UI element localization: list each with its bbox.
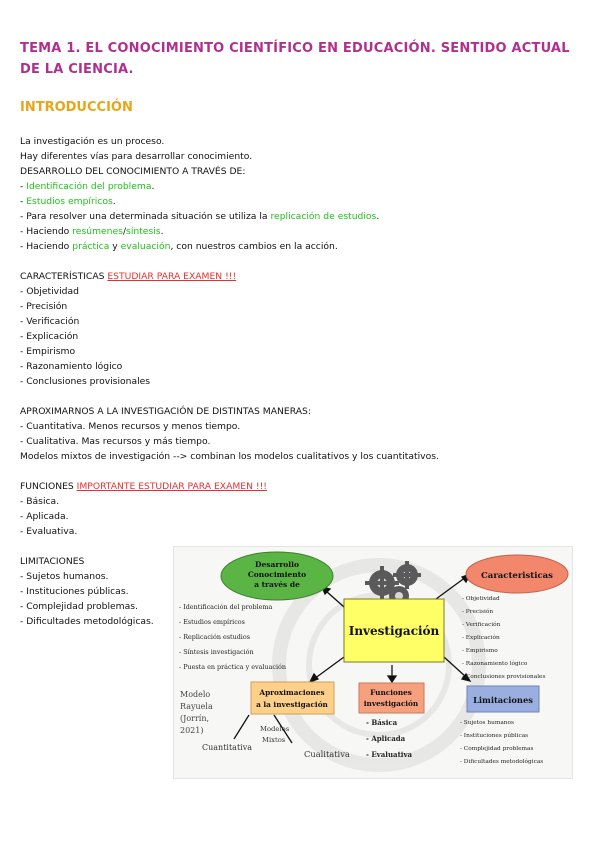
item-prefix: - Haciendo — [20, 226, 73, 237]
funciones-item: - Aplicada — [366, 734, 406, 743]
list-item: - Cualitativa. Mas recursos y más tiempo. — [20, 436, 211, 447]
item-suffix: , con nuestros cambios en la acción. — [170, 241, 338, 252]
list-item: - Instituciones públicas. — [20, 586, 129, 597]
funciones-section — [20, 479, 267, 539]
highlight-green: práctica — [72, 241, 110, 252]
list-item: - Razonamiento lógico — [20, 361, 123, 372]
highlight-green: replicación de estudios — [270, 211, 377, 222]
highlight-green: resúmenes — [72, 226, 123, 237]
exam-note: IMPORTANTE ESTUDIAR PARA EXAMEN !!! — [76, 481, 267, 492]
desarrollo-title: a través de — [254, 580, 300, 589]
funciones-item: - Básica — [366, 718, 398, 727]
diagram-svg — [174, 547, 573, 779]
limitaciones-item: - Sujetos humanos — [460, 720, 514, 726]
intro-item — [20, 179, 379, 194]
aproximarnos-section — [20, 404, 439, 464]
item-separator: / — [122, 226, 127, 237]
item-suffix: . — [112, 196, 116, 207]
rayuela-line: 2021) — [180, 726, 204, 735]
caracteristicas-item: - Conclusiones provisionales — [462, 674, 546, 680]
list-item: - Evaluativa. — [20, 526, 78, 537]
caracteristicas-title: Caracteristicas — [481, 571, 553, 581]
list-item: - Empirismo — [20, 346, 76, 357]
mixtos-line: Modelos mixtos de investigación --> combinan los modelos cualitativos y los cuantitativos. — [20, 451, 439, 462]
item-prefix: - — [20, 196, 27, 207]
caracteristicas-heading — [20, 269, 236, 284]
desarrollo-title: Desarrollo — [255, 560, 299, 569]
caracteristicas-item: - Verificación — [462, 622, 501, 628]
list-item: - Complejidad problemas. — [20, 601, 138, 612]
item-suffix: . — [160, 226, 164, 237]
modelo-rayuela-label — [180, 690, 213, 735]
intro-line: Hay diferentes vías para desarrollar conocimiento. — [20, 151, 253, 162]
intro-heading: INTRODUCCIÓN — [20, 100, 133, 115]
limitaciones-item: - Complejidad problemas — [460, 746, 534, 752]
list-item: - Sujetos humanos. — [20, 571, 109, 582]
aproximaciones-title: a la investigación — [256, 700, 328, 709]
list-item: - Objetividad — [20, 286, 79, 297]
item-prefix: - Haciendo — [20, 241, 73, 252]
intro-line: La investigación es un proceso. — [20, 136, 165, 147]
funciones-title: investigación — [363, 699, 419, 708]
funciones-heading — [20, 479, 267, 494]
section-label: FUNCIONES — [20, 481, 77, 492]
funciones-title: Funciones — [370, 688, 412, 697]
rayuela-line: Modelo — [180, 690, 211, 699]
desarrollo-item: - Replicación estudios — [179, 633, 250, 641]
cuantitativa-label: Cuantitativa — [202, 743, 253, 752]
item-suffix: . — [376, 211, 380, 222]
mixtos-line: Modelos — [260, 725, 290, 733]
limitaciones-title: Limitaciones — [473, 695, 533, 705]
highlight-green: Identificación del problema — [26, 181, 152, 192]
limitaciones-heading: LIMITACIONES — [20, 556, 85, 567]
highlight-green: evaluación — [120, 241, 171, 252]
list-item: - Verificación — [20, 316, 80, 327]
caracteristicas-section — [20, 269, 236, 389]
desarrollo-item: - Síntesis investigación — [179, 648, 254, 656]
limitaciones-list — [460, 720, 543, 765]
item-prefix: - Para resolver una determinada situación se utiliza la — [20, 211, 271, 222]
caracteristicas-item: - Empirismo — [462, 648, 498, 654]
limitaciones-item: - Instituciones públicas — [460, 733, 529, 739]
limitaciones-item: - Dificultades metodológicas — [460, 759, 544, 765]
desarrollo-list — [179, 603, 286, 671]
intro-item — [20, 194, 379, 209]
intro-item — [20, 224, 379, 239]
aproximaciones-title: Aproximaciones — [259, 688, 325, 697]
aproximarnos-heading: APROXIMARNOS A LA INVESTIGACIÓN DE DISTINTAS MANERAS: — [20, 406, 311, 417]
item-suffix: . — [151, 181, 155, 192]
list-item: - Básica. — [20, 496, 60, 507]
list-item: - Conclusiones provisionales — [20, 376, 151, 387]
concept-diagram — [173, 546, 573, 779]
intro-section — [20, 134, 379, 254]
funciones-list — [366, 718, 413, 759]
rayuela-line: (Jorrín, — [180, 714, 210, 723]
list-item: - Dificultades metodológicas. — [20, 616, 154, 627]
intro-item — [20, 209, 379, 224]
item-mid: y — [109, 241, 121, 252]
list-item: - Explicación — [20, 331, 79, 342]
desarrollo-item: - Identificación del problema — [179, 603, 273, 611]
desarrollo-item: - Estudios empíricos — [179, 618, 245, 626]
desarrollo-title: Conocimiento — [247, 570, 307, 579]
desarrollo-item: - Puesta en práctica y evaluación — [179, 663, 286, 671]
modelos-mixtos-label — [260, 725, 290, 744]
investigacion-label: Investigación — [348, 624, 440, 638]
highlight-green: síntesis — [126, 226, 161, 237]
rayuela-line: Rayuela — [180, 702, 213, 711]
limitaciones-section — [20, 554, 154, 629]
caracteristicas-item: - Precisión — [462, 609, 494, 615]
highlight-green: Estudios empíricos — [26, 196, 113, 207]
funciones-item: - Evaluativa — [366, 750, 413, 759]
caracteristicas-item: - Explicación — [462, 635, 500, 641]
cualitativa-label: Cualitativa — [304, 749, 350, 759]
intro-line: DESARROLLO DEL CONOCIMIENTO A TRAVÉS DE: — [20, 166, 246, 177]
caracteristicas-item: - Objetividad — [462, 596, 500, 602]
intro-item — [20, 239, 379, 254]
section-label: CARACTERÍSTICAS — [20, 271, 108, 282]
list-item: - Precisión — [20, 301, 68, 312]
exam-note: ESTUDIAR PARA EXAMEN !!! — [107, 271, 237, 282]
mixtos-line: Mixtos — [262, 736, 286, 744]
list-item: - Cuantitativa. Menos recursos y menos tiempo. — [20, 421, 241, 432]
list-item: - Aplicada. — [20, 511, 69, 522]
item-prefix: - — [20, 181, 27, 192]
page-title: TEMA 1. EL CONOCIMIENTO CIENTÍFICO EN EDUCACIÓN. SENTIDO ACTUAL DE LA CIENCIA. — [20, 41, 570, 77]
aproximaciones-box — [251, 682, 334, 714]
caracteristicas-item: - Razonamiento lógico — [462, 661, 528, 667]
